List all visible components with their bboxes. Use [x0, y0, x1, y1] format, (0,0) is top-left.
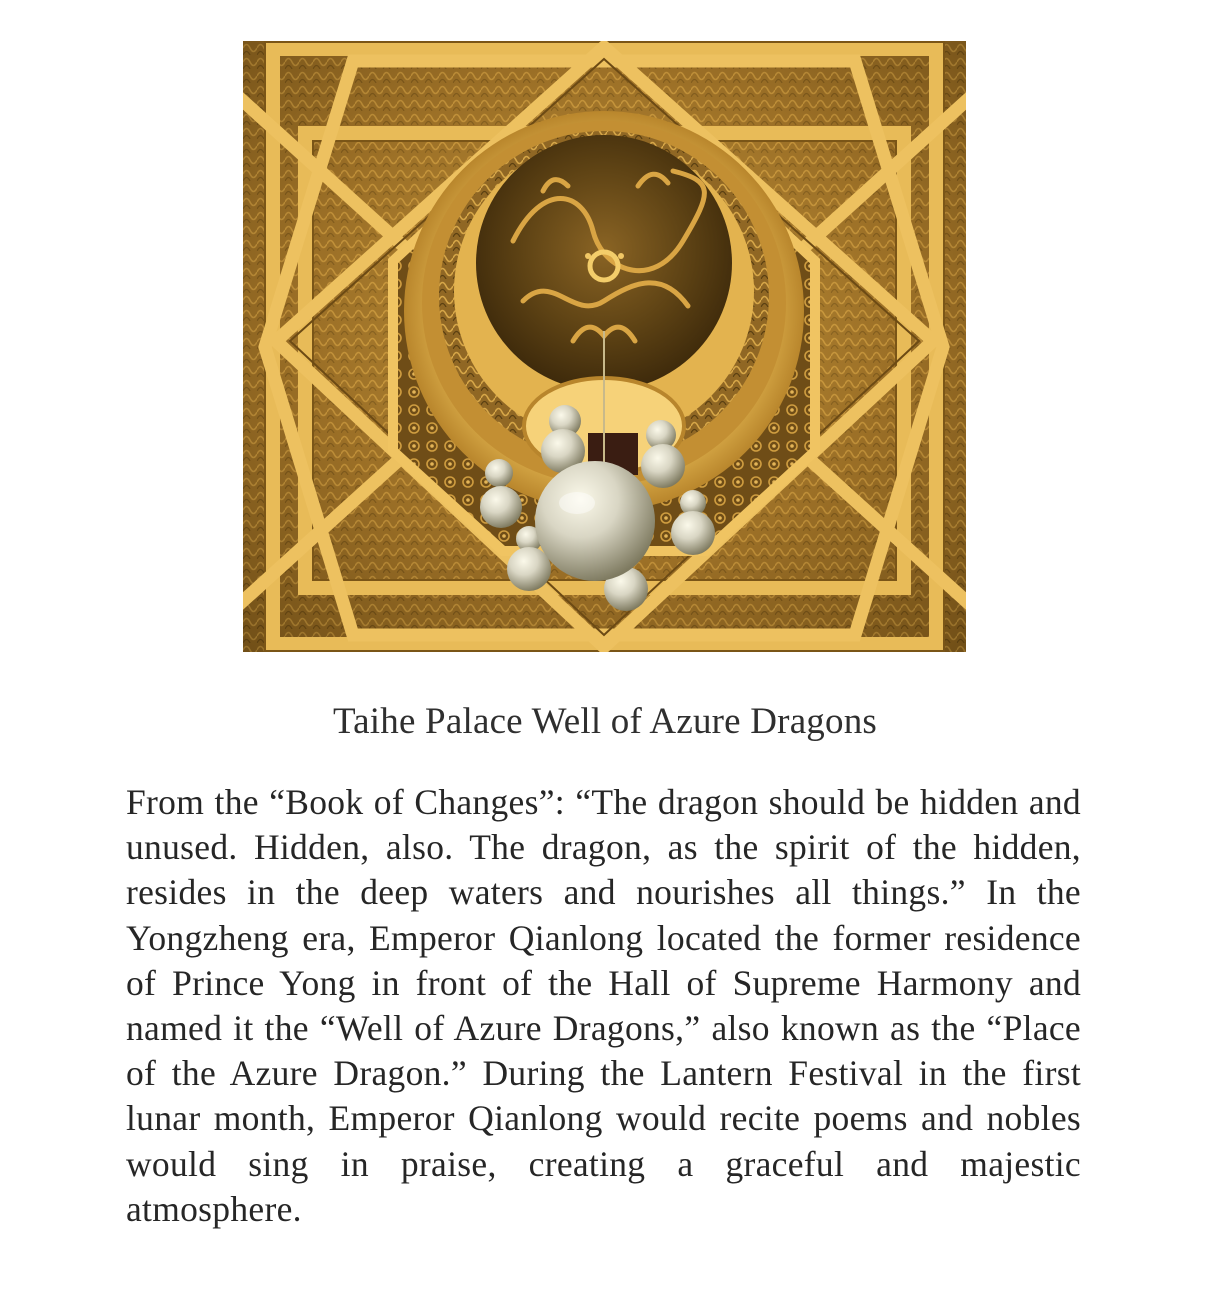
body-paragraph: From the “Book of Changes”: “The dragon should be hidden and unused. Hidden, also. The dragon, as the spirit of the hidden, resides in the deep waters and nourishes all things.” In the Yongzheng era, Emperor Qianlong located the former residence of Prince Yong in front of the Hall of Supreme Harmony and named it the “Well of Azure Dragons,” also known as the “Place of the Azure Dragon.” During the Lantern Festival in the first lunar month, Emperor Qianlong would recite poems and nobles would sing in praise, creating a graceful and majestic atmosphere. — [126, 782, 1081, 1229]
figure-caption: Taihe Palace Well of Azure Dragons — [332, 701, 878, 742]
caisson-ceiling-photo — [243, 41, 966, 652]
central-pearl — [535, 461, 655, 581]
caisson-ceiling-icon — [243, 41, 966, 652]
